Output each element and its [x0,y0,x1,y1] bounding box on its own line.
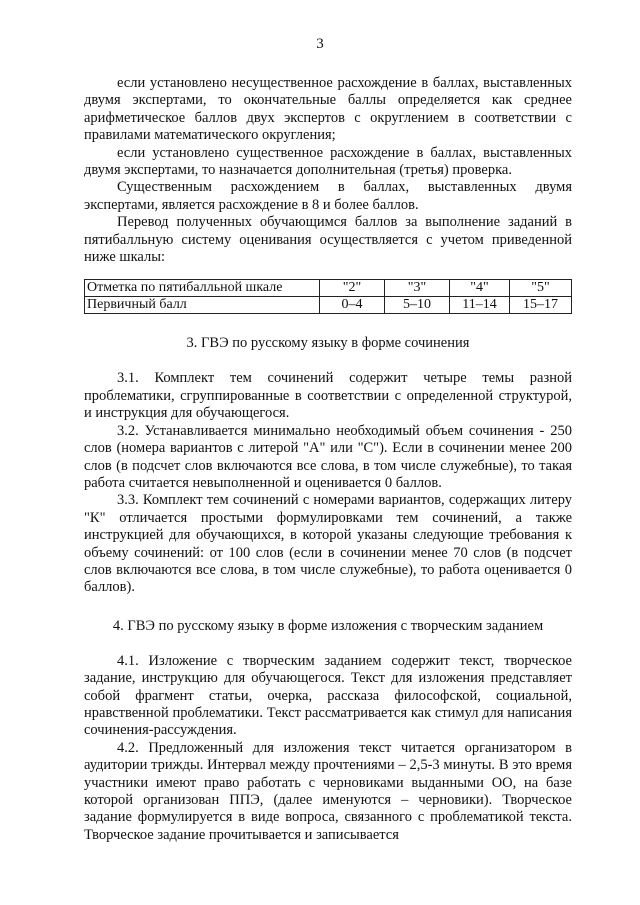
table-cell: 5–10 [385,297,450,314]
paragraph: 4.1. Изложение с творческим заданием содержит текст, творческое задание, инструкцию для обучающегося. Текст для изложения представляет собой фрагмент статьи, очерка, рассказа философской, социальной, нравственной проблематики. Текст рассматривается как стимул для написания сочинения-рассуждения. [84,652,572,739]
table-cell: 11–14 [450,297,510,314]
grading-scale-table [84,279,572,314]
document-body [84,75,572,844]
paragraph: Перевод полученных обучающимся баллов за выполнение заданий в пятибалльную систему оценивания осуществляется с учетом приведенной ниже шкалы: [84,214,572,266]
paragraph: 3.1. Комплект тем сочинений содержит четыре темы разной проблематики, сгруппированные в соответствии с определенной структурой, и инструкция для обучающегося. [84,370,572,422]
page-number: 3 [316,36,324,52]
section-heading: 4. ГВЭ по русскому языку в форме изложения с творческим заданием [112,617,544,634]
table-row-label: Отметка по пятибалльной шкале [85,280,320,297]
paragraph: если установлено существенное расхождение в баллах, выставленных двумя экспертами, то назначается дополнительная (третья) проверка. [84,144,572,179]
paragraph: Существенным расхождением в баллах, выставленных двумя экспертами, является расхождение в 8 и более баллов. [84,179,572,213]
paragraph: 3.2. Устанавливается минимально необходимый объем сочинения - 250 слов (номера вариантов с литерой "А" или "С"). Если в сочинении менее 200 слов (в подсчет слов включаются все слова, в том числе служебные), то такая работа считается невыполненной и оценивается 0 баллов. [84,422,572,491]
table-cell: 15–17 [510,297,572,314]
paragraph: 3.3. Комплект тем сочинений с номерами вариантов, содержащих литеру "К" отличается простыми формулировками тем сочинений, а также инструкцией для обучающихся, в которой указаны следующие требования к объему сочинений: от 100 слов (если в сочинении менее 70 слов (в подсчет слов включаются все слова, в том числе служебные), то работа оценивается 0 баллов). [84,492,572,596]
paragraph: если установлено несущественное расхождение в баллах, выставленных двумя экспертами, то окончательные баллы определяется как среднее арифметическое баллов двух экспертов с округлением в соответствии с правилами математического округления; [84,75,572,144]
table-cell: "2" [320,280,385,297]
table-row [85,297,572,314]
table-cell: "3" [385,280,450,297]
table-row [85,280,572,297]
section-heading: 3. ГВЭ по русскому языку в форме сочинения [186,335,470,352]
table-cell: 0–4 [320,297,385,314]
paragraph: 4.2. Предложенный для изложения текст читается организатором в аудитории трижды. Интервал между прочтениями – 2,5-3 минуты. В это время участники имеют право работать с черновиками выданными ОО, на базе которой организован ППЭ, (далее именуются – черновики). Творческое задание формулируется в виде вопроса, связанного с проблематикой текста. Творческое задание прочитывается и записывается [84,739,572,843]
table-cell: "4" [450,280,510,297]
table-row-label: Первичный балл [85,297,320,314]
table-cell: "5" [510,280,572,297]
